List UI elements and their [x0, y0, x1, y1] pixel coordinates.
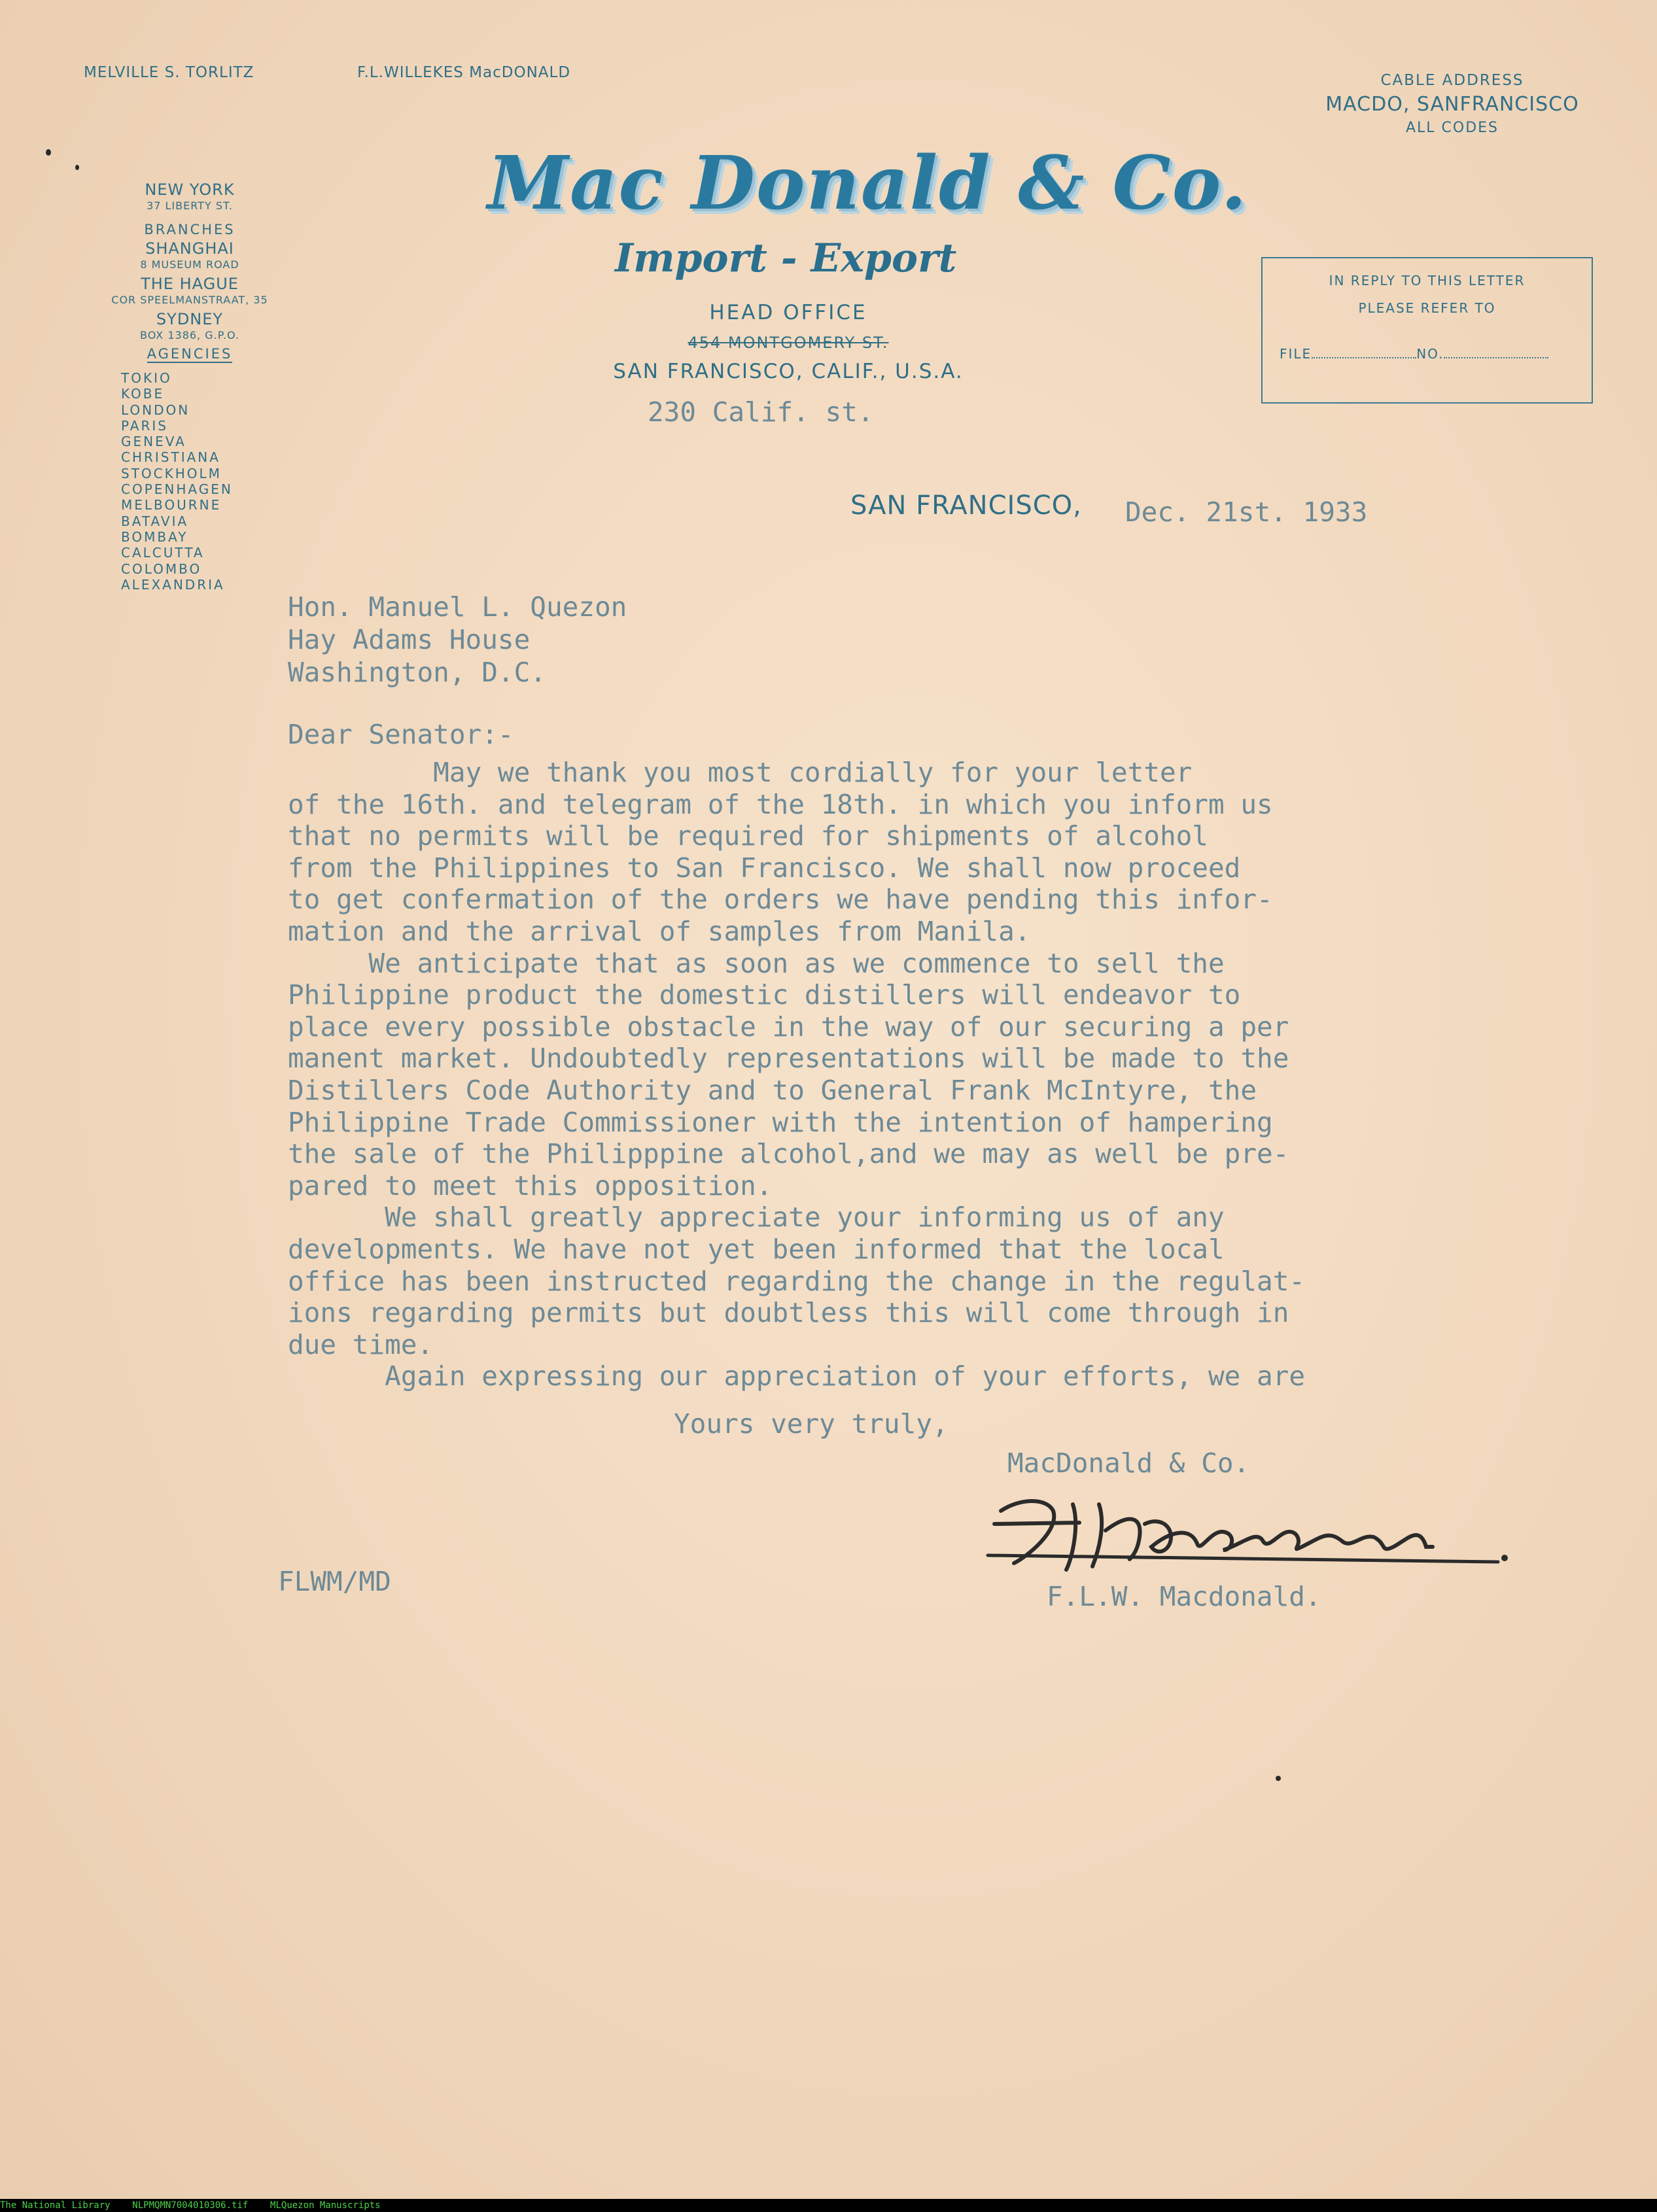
body-line: Distillers Code Authority and to General Frank McIntyre, the	[288, 1074, 1257, 1106]
branch-the-hague-address: COR SPEELMANSTRAAT, 35	[111, 294, 268, 306]
company-tagline: Import - Export	[615, 235, 957, 281]
body-line: Philippine Trade Commissioner with the intention of hampering	[288, 1106, 1273, 1138]
closing: Yours very truly,	[674, 1408, 949, 1440]
agency-item: CHRISTIANA	[121, 449, 220, 466]
recipient-line: Washington, D.C.	[288, 657, 546, 688]
company-signoff: MacDonald & Co.	[1007, 1447, 1250, 1479]
agency-item: COLOMBO	[121, 561, 202, 577]
body-line: pared to meet this opposition.	[288, 1169, 773, 1201]
body-line: We shall greatly appreciate your informing us of any	[288, 1201, 1225, 1234]
body-line: the sale of the Philipppine alcohol,and we may as well be pre-	[288, 1138, 1289, 1170]
old-address: 454 MONTGOMERY ST.	[688, 334, 889, 352]
recipient-line: Hon. Manuel L. Quezon	[288, 591, 627, 623]
branch-sidebar	[78, 180, 301, 363]
body-line: mation and the arrival of samples from Manila.	[288, 915, 1031, 947]
agency-item: KOBE	[121, 386, 165, 402]
body-line: to get confermation of the orders we have pending this infor-	[288, 884, 1273, 916]
footer-library: The National Library	[0, 2200, 111, 2211]
body-line: We anticipate that as soon as we commence to sell the	[288, 947, 1225, 979]
signer-name: F.L.W. Macdonald.	[1047, 1581, 1321, 1612]
agency-item: CALCUTTA	[121, 545, 205, 561]
agency-item: BOMBAY	[121, 528, 188, 545]
ink-mark	[1276, 1776, 1281, 1781]
body-line: manent market. Undoubtedly representations will be made to the	[288, 1043, 1289, 1075]
footer-collection: MLQuezon Manuscripts	[270, 2200, 381, 2211]
partner-1: MELVILLE S. TORLITZ	[84, 64, 254, 81]
cable-label: CABLE ADDRESS	[1380, 72, 1524, 89]
branch-sydney-address: BOX 1386, G.P.O.	[140, 329, 239, 341]
agency-item: MELBOURNE	[121, 497, 222, 513]
body-line: that no permits will be required for shipments of alcohol	[288, 820, 1208, 852]
date-city: SAN FRANCISCO,	[850, 491, 1082, 521]
body-line: May we thank you most cordially for your letter	[288, 757, 1193, 788]
branch-shanghai: SHANGHAI	[145, 239, 234, 258]
agency-item: PARIS	[121, 417, 168, 434]
city-line: SAN FRANCISCO, CALIF., U.S.A.	[613, 360, 964, 383]
file-field	[1312, 357, 1416, 358]
signature-image	[975, 1485, 1518, 1583]
body-line: ions regarding permits but doubtless this will come through in	[288, 1297, 1289, 1329]
body-line: developments. We have not yet been informed that the local	[288, 1233, 1225, 1265]
recipient-line: Hay Adams House	[288, 624, 531, 655]
salutation: Dear Senator:-	[288, 719, 514, 750]
all-codes: ALL CODES	[1405, 120, 1499, 136]
body-line: Philippine product the domestic distillers will endeavor to	[288, 979, 1241, 1011]
agency-item: STOCKHOLM	[121, 465, 222, 481]
typed-new-address: 230 Calif. st.	[648, 396, 874, 428]
reference-file-row	[1280, 346, 1548, 362]
body-line: office has been instructed regarding the change in the regulat-	[288, 1265, 1306, 1297]
reference-box	[1261, 257, 1593, 404]
partner-2: F.L.WILLEKES MacDONALD	[357, 64, 571, 81]
company-name: Mac Donald & Co.	[487, 141, 1248, 226]
agencies-list	[121, 370, 233, 593]
body-line: due time.	[288, 1328, 434, 1360]
head-office-label: HEAD OFFICE	[709, 301, 867, 324]
letter-body	[288, 757, 1305, 1392]
agency-item: COPENHAGEN	[121, 481, 233, 498]
footer-file: NLPMQMN7004010306.tif	[132, 2200, 249, 2211]
agency-item: GENEVA	[121, 434, 186, 450]
ink-mark	[46, 149, 51, 156]
branch-the-hague: THE HAGUE	[141, 275, 239, 293]
body-line: of the 16th. and telegram of the 18th. in which you inform us	[288, 788, 1273, 820]
body-line: from the Philippines to San Francisco. We shall now proceed	[288, 852, 1241, 884]
date-typed: Dec. 21st. 1933	[1125, 496, 1368, 528]
body-line: Again expressing our appreciation of your efforts, we are	[288, 1360, 1306, 1392]
scan-footer	[0, 2199, 1657, 2212]
reference-line-1: IN REPLY TO THIS LETTER	[1329, 273, 1526, 288]
agency-item: ALEXANDRIA	[121, 576, 225, 593]
branches-label: BRANCHES	[144, 222, 235, 237]
branch-shanghai-address: 8 MUSEUM ROAD	[140, 258, 239, 271]
head-office-block	[576, 301, 1001, 383]
cable-block	[1308, 72, 1596, 136]
branch-new-york: NEW YORK	[145, 181, 235, 199]
no-field	[1444, 357, 1548, 358]
branch-new-york-address: 37 LIBERTY ST.	[147, 199, 233, 212]
body-line: place every possible obstacle in the way of our securing a per	[288, 1011, 1289, 1043]
cable-address: MACDO, SANFRANCISCO	[1325, 93, 1579, 116]
no-label: NO.	[1416, 346, 1444, 362]
agency-item: TOKIO	[121, 370, 172, 386]
agency-item: LONDON	[121, 402, 190, 418]
agencies-label: AGENCIES	[147, 346, 233, 362]
recipient-block	[288, 591, 627, 689]
branch-sydney: SYDNEY	[156, 310, 224, 328]
initials: FLWM/MD	[278, 1566, 391, 1597]
ink-mark	[75, 165, 79, 170]
reference-line-2: PLEASE REFER TO	[1358, 300, 1496, 316]
agency-item: BATAVIA	[121, 513, 189, 529]
file-label: FILE	[1280, 346, 1312, 362]
